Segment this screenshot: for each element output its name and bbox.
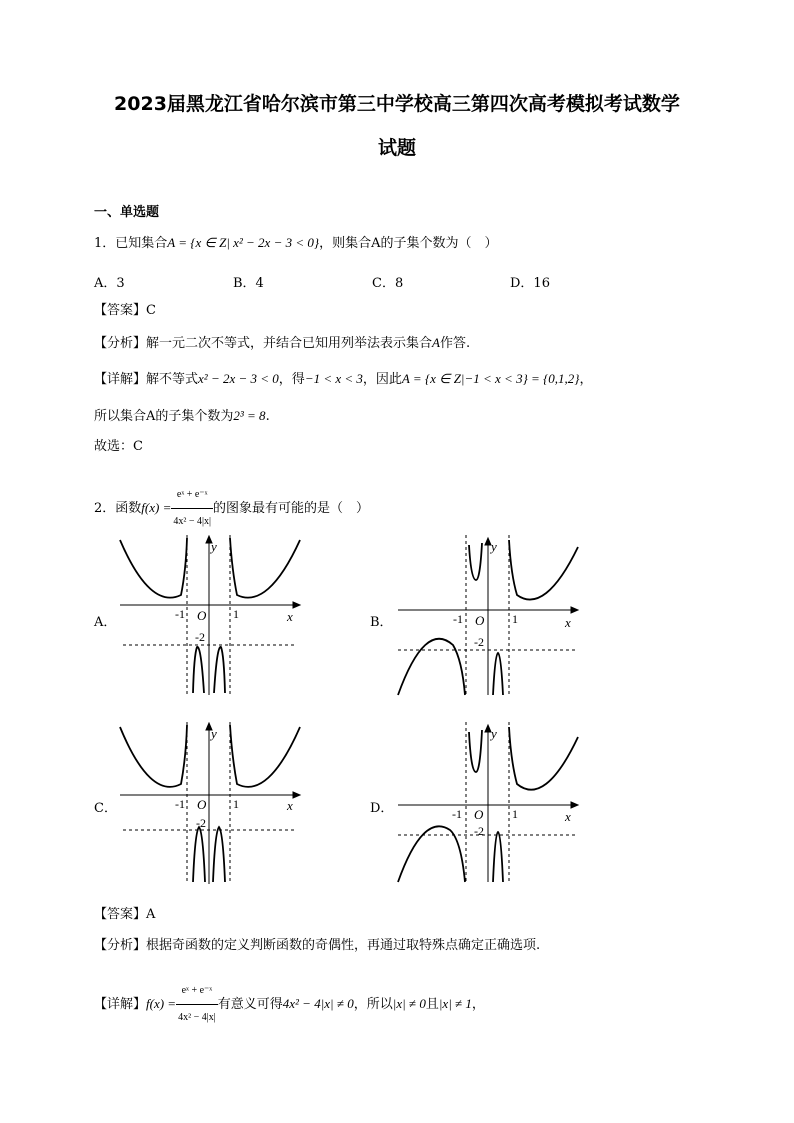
- detail-fraction: [176, 978, 218, 1031]
- detail-c: ，因此: [362, 372, 402, 387]
- detail-condition3: |x| ≠ 1: [438, 996, 472, 1011]
- detail-end: ，: [471, 997, 485, 1012]
- axis-y-label: y: [491, 726, 497, 741]
- detail-line2a: 所以集合A的子集个数为: [94, 409, 234, 424]
- q2-text-b: 的图象最有可能的是（ ）: [213, 501, 370, 516]
- answer-value: A: [146, 907, 156, 922]
- tick-1: 1: [233, 797, 239, 811]
- tick-neg2: -2: [474, 824, 484, 838]
- axis-x-label: x: [287, 609, 293, 624]
- section-heading: 一、单选题: [94, 205, 160, 220]
- detail-numerator: eˣ + e⁻ˣ: [176, 978, 218, 1005]
- origin-label: O: [474, 807, 484, 822]
- axis-y-label: y: [211, 726, 217, 741]
- analysis-var: A: [432, 335, 440, 350]
- graph-label-c: C．: [94, 801, 117, 816]
- q1-analysis: [94, 333, 470, 354]
- tick-neg1: -1: [453, 612, 463, 626]
- graph-label-d: D．: [370, 801, 394, 816]
- q1-set-expression: A = {x ∈ Z| x² − 2x − 3 < 0}: [167, 235, 320, 250]
- detail-d: ，: [579, 372, 593, 387]
- tick-1: 1: [512, 612, 518, 626]
- q1-option-a: A．3: [94, 276, 125, 291]
- detail-tag: 【详解】: [94, 997, 147, 1012]
- q2-fraction: [171, 482, 213, 535]
- analysis-tag: 【分析】: [94, 336, 147, 351]
- detail-text3: 且: [425, 997, 439, 1012]
- answer-tag: 【答案】: [94, 907, 147, 922]
- q2-detail: [94, 978, 485, 1031]
- answer-tag: 【答案】: [94, 303, 147, 318]
- graph-b: [395, 535, 585, 700]
- tick-neg1: -1: [175, 607, 185, 621]
- axis-x-label: x: [565, 809, 571, 824]
- question-2: [94, 482, 369, 535]
- detail-b: ，得: [278, 372, 305, 387]
- origin-label: O: [197, 608, 207, 623]
- origin-label: O: [475, 613, 485, 628]
- q1-text-before: 已知集合: [115, 236, 168, 251]
- axis-x-label: x: [287, 798, 293, 813]
- title-line-2: 试题: [377, 137, 416, 159]
- q2-function: f(x) =: [141, 500, 172, 515]
- q1-text-after: ，则集合A的子集个数为（ ）: [319, 236, 498, 251]
- q2-text-a: 函数: [115, 501, 142, 516]
- analysis-end: 作答.: [439, 336, 471, 351]
- axis-y-label: y: [211, 539, 217, 554]
- tick-neg2: -2: [195, 630, 205, 644]
- q1-number: 1．: [94, 236, 116, 251]
- tick-neg2: -2: [196, 816, 206, 830]
- detail-line2b: 2³ = 8: [233, 408, 266, 423]
- q1-option-b: B．4: [233, 276, 264, 291]
- analysis-text: 根据奇函数的定义判断函数的奇偶性，再通过取特殊点确定正确选项.: [146, 938, 541, 953]
- detail-a: 解不等式: [146, 372, 199, 387]
- q2-numerator: eˣ + e⁻ˣ: [171, 482, 213, 509]
- detail-tag: 【详解】: [94, 372, 147, 387]
- q1-option-d: D．16: [510, 276, 550, 291]
- q2-answer: [94, 905, 155, 925]
- graph-label-b: B．: [370, 615, 393, 630]
- q1-option-c: C．8: [372, 276, 404, 291]
- detail-line2c: .: [265, 409, 270, 424]
- graph-c: [115, 722, 305, 887]
- tick-neg2: -2: [474, 635, 484, 649]
- graph-label-a: A．: [94, 615, 117, 630]
- answer-value: C: [146, 303, 156, 318]
- title-line-1: 2023届黑龙江省哈尔滨市第三中学校高三第四次高考模拟考试数学: [114, 93, 680, 115]
- graph-d: [395, 722, 585, 887]
- origin-label: O: [197, 797, 207, 812]
- q2-number: 2．: [94, 501, 116, 516]
- document-title: [60, 82, 734, 170]
- detail-function: f(x) =: [146, 996, 177, 1011]
- detail-text2: ，所以: [353, 997, 393, 1012]
- axis-y-label: y: [491, 539, 497, 554]
- graph-a: [115, 535, 305, 700]
- question-1: [94, 233, 497, 254]
- analysis-tag: 【分析】: [94, 938, 147, 953]
- analysis-text: 解一元二次不等式，并结合已知用列举法表示集合: [146, 336, 433, 351]
- q2-denominator: 4x² − 4|x|: [173, 516, 212, 527]
- detail-set: A = {x ∈ Z|−1 < x < 3} = {0,1,2}: [401, 371, 580, 386]
- detail-range: −1 < x < 3: [304, 371, 363, 386]
- detail-inequality: x² − 2x − 3 < 0: [198, 371, 279, 386]
- q1-answer: [94, 301, 156, 321]
- q1-detail-line2: [94, 406, 270, 427]
- tick-neg1: -1: [452, 807, 462, 821]
- detail-condition: 4x² − 4|x| ≠ 0: [282, 996, 354, 1011]
- q1-detail: [94, 369, 592, 390]
- q1-choice: 故选：C: [94, 439, 143, 454]
- detail-condition2: |x| ≠ 0: [392, 996, 426, 1011]
- tick-1: 1: [233, 607, 239, 621]
- tick-neg1: -1: [175, 797, 185, 811]
- axis-x-label: x: [565, 615, 571, 630]
- q2-analysis: [94, 936, 540, 956]
- detail-text: 有意义可得: [217, 997, 283, 1012]
- detail-denominator: 4x² − 4|x|: [178, 1012, 216, 1023]
- tick-1: 1: [512, 807, 518, 821]
